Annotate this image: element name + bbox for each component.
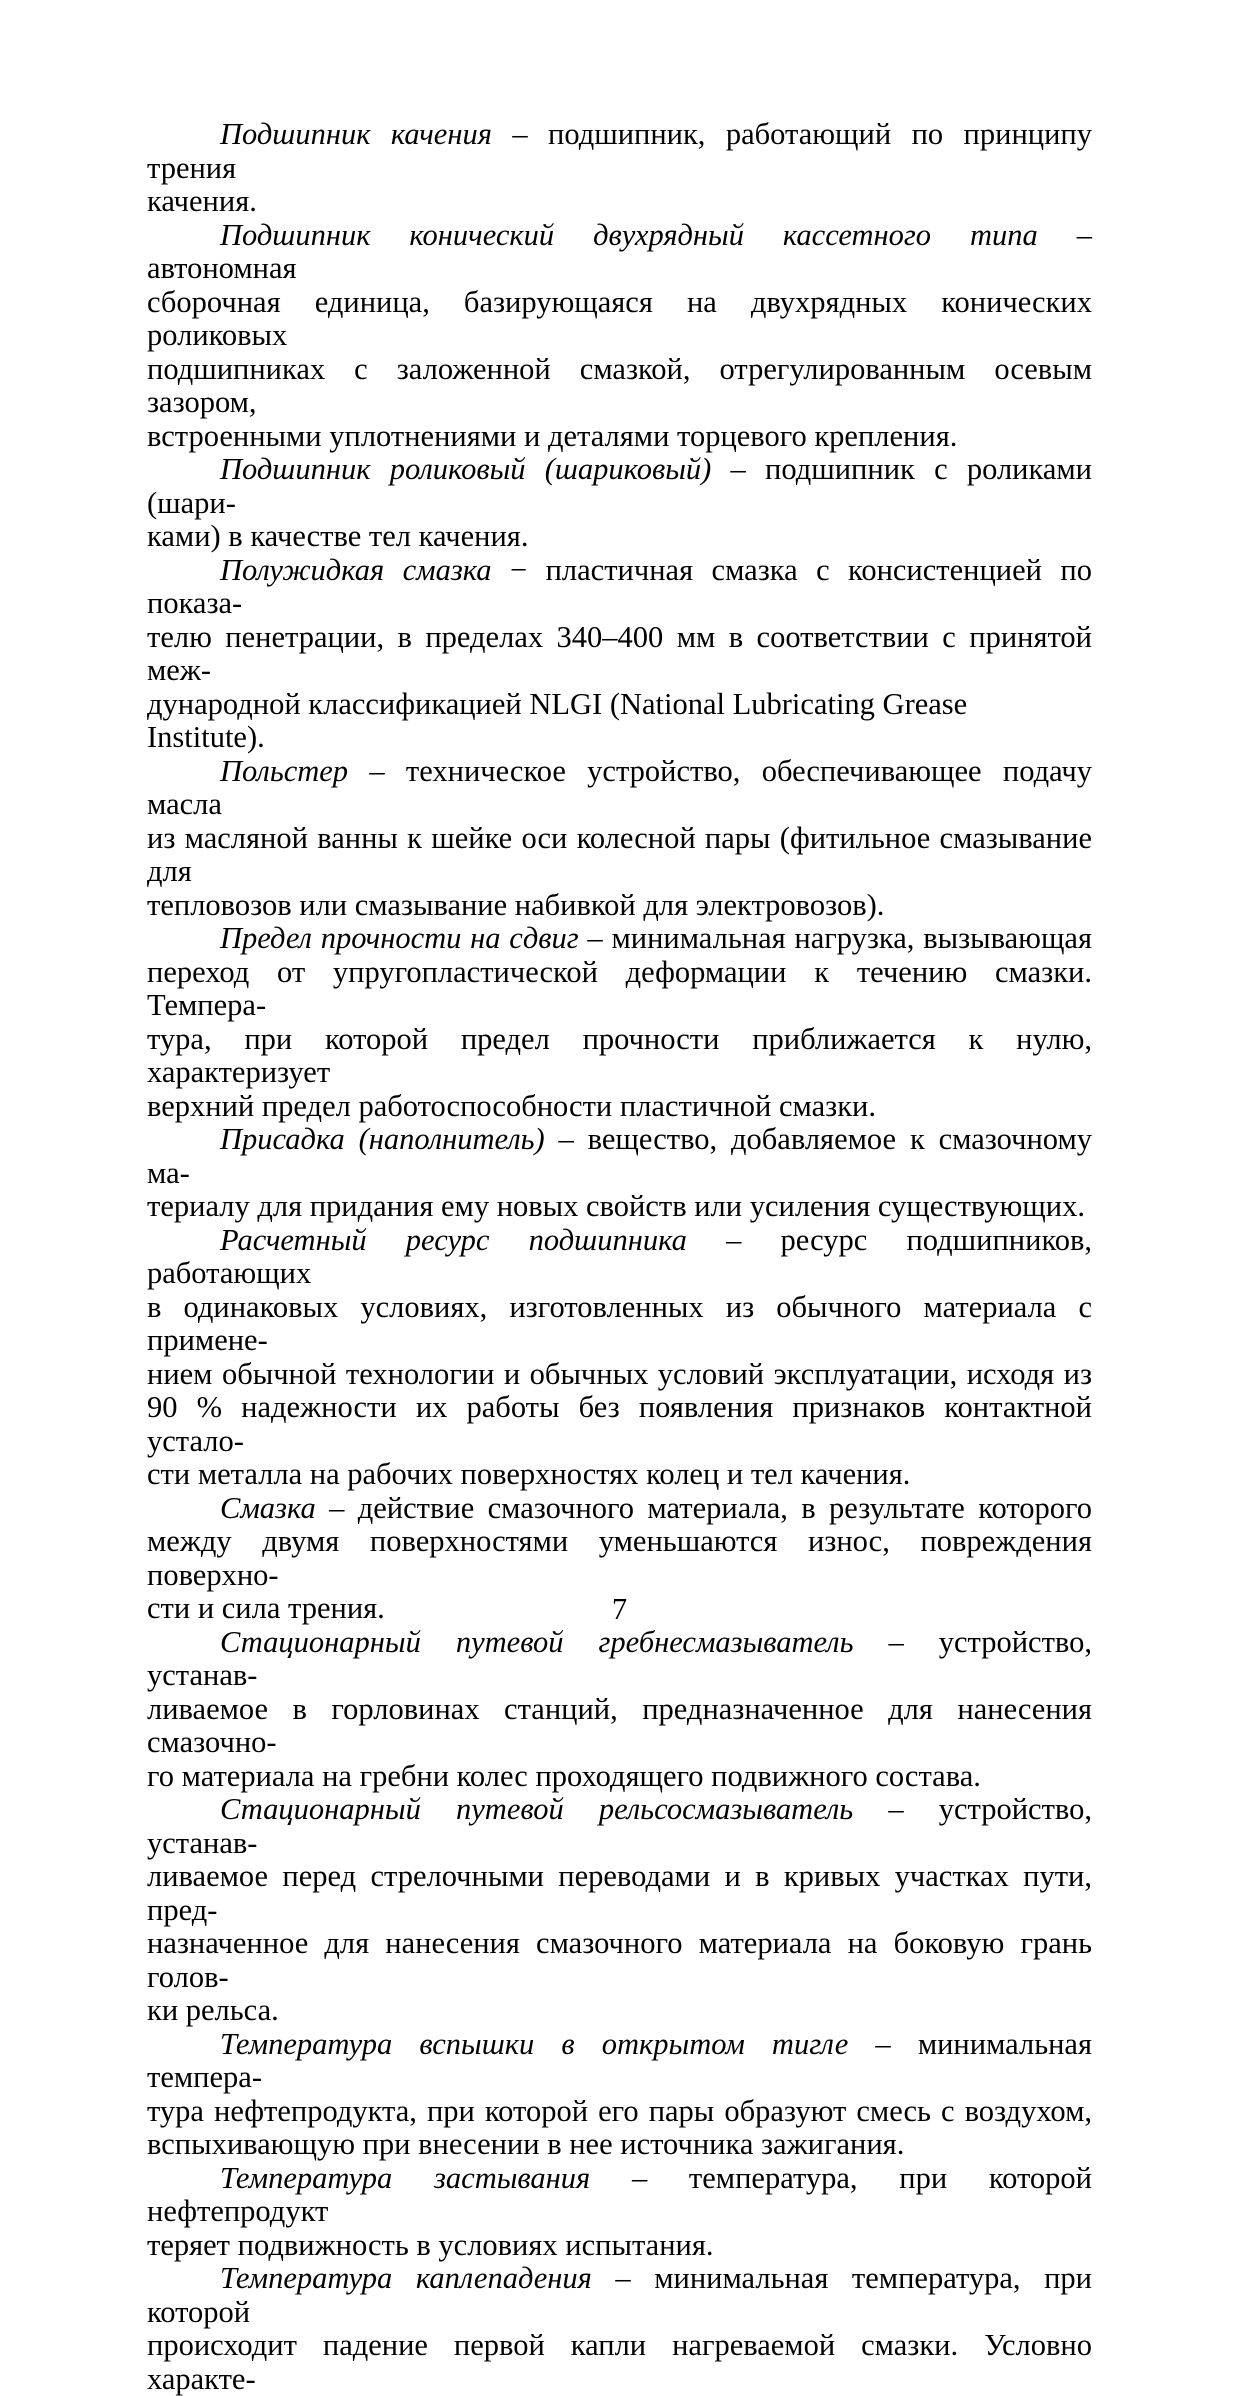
text-line: в одинаковых условиях, изготовленных из обычного материала с примене- — [147, 1289, 1092, 1357]
text-line — [147, 118, 1092, 185]
text-line: сборочная единица, базирующаяся на двухрядных конических роликовых — [147, 284, 1092, 352]
term-italic: Польстер — [220, 753, 349, 788]
definition-text: – устройство, устанав- — [147, 1624, 1092, 1692]
text-line: телю пенетрации, в пределах 340–400 мм в соответствии с принятой меж- — [147, 619, 1092, 687]
paragraph — [147, 219, 1092, 454]
term-italic: Полужидкая смазка — [220, 552, 492, 587]
text-line — [147, 1793, 1092, 1860]
term-italic: Стационарный путевой гребнесмазыватель — [220, 1624, 854, 1659]
text-line — [147, 1626, 1092, 1693]
paragraph — [147, 1793, 1092, 2028]
definition-text: – температура, при которой нефтепродукт — [147, 2160, 1092, 2228]
text-line: нием обычной технологии и обычных условий эксплуатации, исходя из — [147, 1356, 1092, 1391]
term-italic: Подшипник роликовый (шариковый) — [220, 452, 712, 486]
text-line: 90 % надежности их работы без появления признаков контактной устало- — [147, 1390, 1092, 1458]
text-line: теряет подвижность в условиях испытания. — [147, 2227, 714, 2262]
definition-text: – минимальная нагрузка, вызывающая — [578, 921, 1093, 955]
definition-text: – автономная — [147, 217, 1092, 285]
text-line: ливаемое перед стрелочными переводами и в кривых участках пути, пред- — [147, 1859, 1092, 1927]
text-line: качения. — [147, 184, 257, 218]
text-line — [147, 2262, 1092, 2329]
text-line: сти и сила трения. — [147, 1591, 385, 1625]
text-line: териалу для придания ему новых свойств или усиления существующих. — [147, 1189, 1085, 1223]
paragraph — [147, 1626, 1092, 1794]
text-line: переход от упругопластической деформации к течению смазки. Темпера- — [147, 954, 1092, 1022]
text-line: сти металла на рабочих поверхностях колец и тел качения. — [147, 1457, 911, 1491]
term-italic: Температура застывания — [220, 2160, 591, 2195]
definition-text: – подшипник с роликами (шари- — [147, 452, 1093, 520]
text-line: происходит падение первой капли нагреваемой смазки. Условно характе- — [147, 2328, 1092, 2396]
text-line — [147, 922, 1092, 956]
text-line — [147, 1492, 1092, 1526]
text-line: верхний предел работоспособности пластичной смазки. — [147, 1088, 876, 1123]
definition-text: – подшипник, работающий по принципу трения — [147, 117, 1092, 185]
paragraph — [147, 554, 1092, 755]
term-italic: Предел прочности на сдвиг — [220, 921, 579, 955]
definition-text: – техническое устройство, обеспечивающее подачу масла — [147, 753, 1092, 821]
text-line — [147, 1123, 1092, 1190]
text-line: тепловозов или смазывание набивкой для электровозов). — [147, 887, 885, 922]
paragraph — [147, 1224, 1092, 1492]
term-italic: Подшипник конический двухрядный кассетного типа — [220, 217, 1038, 252]
definition-text: – минимальная температура, при которой — [147, 2261, 1092, 2329]
text-line — [147, 219, 1092, 286]
text-line — [147, 554, 1092, 621]
text-line: между двумя поверхностями уменьшаются износ, повреждения поверхно- — [147, 1524, 1092, 1592]
paragraph — [147, 755, 1092, 923]
term-italic: Подшипник качения — [220, 117, 492, 151]
definition-text: − пластичная смазка с консистенцией по показа- — [147, 552, 1092, 620]
text-line: из масляной ванны к шейке оси колесной пары (фитильное смазывание для — [147, 820, 1092, 888]
definition-text: – действие смазочного материала, в результате которого — [315, 1490, 1092, 1525]
paragraph — [147, 1123, 1092, 1224]
text-line — [147, 2162, 1092, 2229]
page-body — [147, 118, 1092, 2396]
term-italic: Расчетный ресурс подшипника — [220, 1222, 687, 1257]
definition-text: – устройство, устанав- — [147, 1792, 1092, 1860]
paragraph — [147, 2162, 1092, 2263]
paragraph — [147, 2028, 1092, 2162]
text-line — [147, 453, 1092, 520]
term-italic: Температура вспышки в открытом тигле — [220, 2026, 849, 2061]
text-line: вспыхивающую при внесении в нее источника зажигания. — [147, 2127, 905, 2161]
paragraph — [147, 118, 1092, 219]
text-line — [147, 755, 1092, 822]
definition-text: – ресурс подшипников, работающих — [147, 1222, 1092, 1290]
text-line: ки рельса. — [147, 1993, 279, 2027]
text-line: ливаемое в горловинах станций, предназначенное для нанесения смазочно- — [147, 1691, 1092, 1759]
text-line: тура, при которой предел прочности приближается к нулю, характеризует — [147, 1021, 1092, 1089]
term-italic: Температура каплепадения — [220, 2261, 592, 2295]
definition-text: – минимальная темпера- — [147, 2026, 1092, 2094]
text-line — [147, 2028, 1092, 2095]
term-italic: Смазка — [220, 1490, 316, 1525]
page-number: 7 — [611, 1592, 628, 1626]
text-line: дународной классификацией NLGI (National Lubricating Grease Institute). — [147, 686, 968, 754]
term-italic: Присадка (наполнитель) — [220, 1122, 545, 1156]
text-line: го материала на гребни колес проходящего подвижного состава. — [147, 1758, 981, 1793]
text-line — [147, 1224, 1092, 1291]
text-line: тура нефтепродукта, при которой его пары образуют смесь с воздухом, — [147, 2093, 1092, 2128]
text-line: ками) в качестве тел качения. — [147, 519, 529, 553]
paragraph — [147, 922, 1092, 1123]
paragraph — [147, 2262, 1092, 2396]
text-line: встроенными уплотнениями и деталями торцевого крепления. — [147, 418, 958, 453]
definition-text: – вещество, добавляемое к смазочному ма- — [147, 1122, 1093, 1190]
term-italic: Стационарный путевой рельсосмазыватель — [220, 1792, 854, 1826]
paragraph — [147, 453, 1092, 554]
text-line: подшипниках с заложенной смазкой, отрегулированным осевым зазором, — [147, 351, 1092, 419]
text-line: назначенное для нанесения смазочного материала на боковую грань голов- — [147, 1926, 1092, 1994]
